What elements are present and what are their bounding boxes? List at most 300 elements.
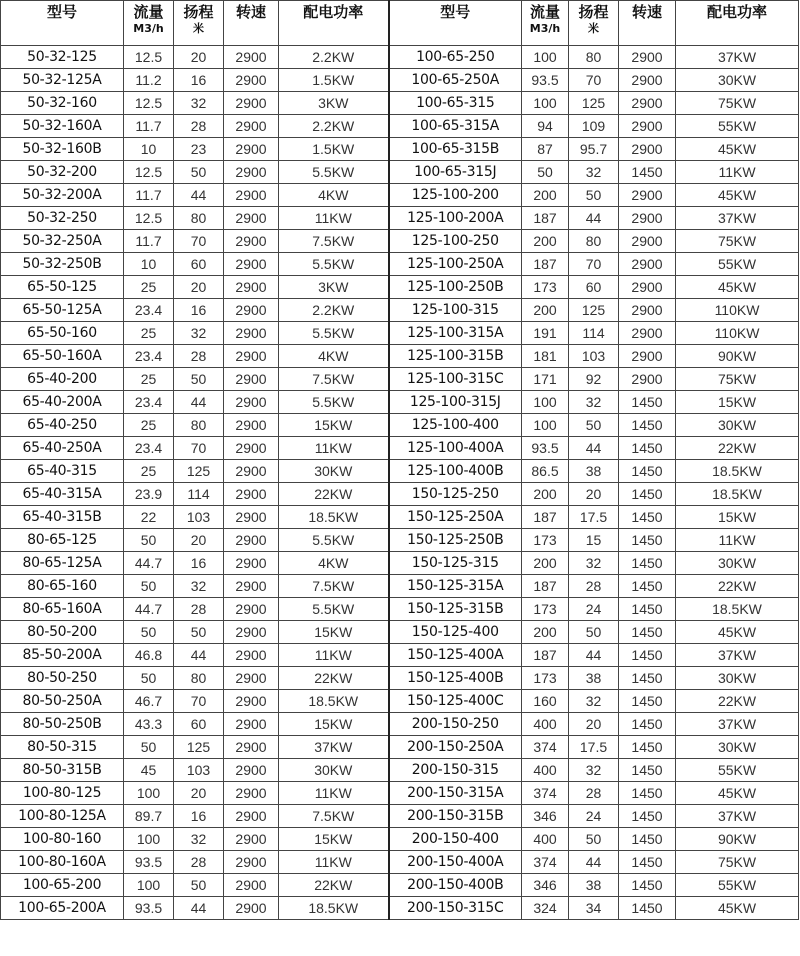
cell-left-power: 18.5KW (279, 897, 389, 920)
cell-right-model: 150-125-315B (389, 598, 522, 621)
cell-left-model: 100-80-125 (1, 782, 124, 805)
cell-right-power: 45KW (676, 621, 799, 644)
cell-left-power: 18.5KW (279, 690, 389, 713)
cell-right-model: 200-150-400A (389, 851, 522, 874)
cell-left-head: 16 (174, 299, 224, 322)
cell-left-head: 20 (174, 529, 224, 552)
cell-right-flow: 100 (522, 414, 569, 437)
cell-left-model: 65-40-315 (1, 460, 124, 483)
cell-right-speed: 1450 (619, 460, 676, 483)
cell-right-speed: 2900 (619, 299, 676, 322)
cell-left-head: 44 (174, 391, 224, 414)
cell-left-power: 11KW (279, 437, 389, 460)
table-row (1, 874, 799, 897)
cell-right-model: 125-100-315A (389, 322, 522, 345)
cell-left-model: 80-65-160 (1, 575, 124, 598)
cell-left-power: 4KW (279, 184, 389, 207)
table-row (1, 69, 799, 92)
cell-left-flow: 11.7 (124, 184, 174, 207)
cell-left-flow: 12.5 (124, 46, 174, 69)
cell-right-head: 20 (569, 713, 619, 736)
cell-right-speed: 1450 (619, 759, 676, 782)
cell-right-model: 150-125-400A (389, 644, 522, 667)
cell-left-head: 32 (174, 828, 224, 851)
cell-left-flow: 43.3 (124, 713, 174, 736)
cell-right-flow: 173 (522, 667, 569, 690)
cell-right-power: 90KW (676, 345, 799, 368)
cell-left-model: 50-32-160 (1, 92, 124, 115)
header-power-left: 配电功率 (279, 1, 389, 46)
cell-left-head: 125 (174, 736, 224, 759)
cell-right-power: 11KW (676, 161, 799, 184)
cell-left-power: 2.2KW (279, 299, 389, 322)
cell-left-speed: 2900 (224, 184, 279, 207)
table-row (1, 644, 799, 667)
cell-right-model: 100-65-315J (389, 161, 522, 184)
cell-right-power: 11KW (676, 529, 799, 552)
cell-left-speed: 2900 (224, 207, 279, 230)
cell-left-speed: 2900 (224, 621, 279, 644)
cell-right-speed: 1450 (619, 575, 676, 598)
cell-right-model: 125-100-400B (389, 460, 522, 483)
cell-left-flow: 50 (124, 667, 174, 690)
cell-right-head: 15 (569, 529, 619, 552)
cell-left-speed: 2900 (224, 575, 279, 598)
cell-right-head: 60 (569, 276, 619, 299)
cell-left-speed: 2900 (224, 230, 279, 253)
cell-left-model: 100-80-160A (1, 851, 124, 874)
header-head-right-label: 扬程 (578, 3, 609, 21)
cell-left-model: 50-32-160A (1, 115, 124, 138)
cell-right-model: 150-125-400B (389, 667, 522, 690)
cell-right-model: 125-100-250B (389, 276, 522, 299)
cell-left-speed: 2900 (224, 552, 279, 575)
table-row (1, 460, 799, 483)
cell-left-head: 28 (174, 345, 224, 368)
cell-right-speed: 2900 (619, 92, 676, 115)
cell-left-speed: 2900 (224, 805, 279, 828)
cell-right-head: 20 (569, 483, 619, 506)
cell-right-speed: 2900 (619, 322, 676, 345)
cell-left-head: 80 (174, 667, 224, 690)
cell-left-power: 5.5KW (279, 253, 389, 276)
cell-right-head: 125 (569, 92, 619, 115)
cell-left-power: 22KW (279, 483, 389, 506)
cell-left-speed: 2900 (224, 345, 279, 368)
cell-left-flow: 10 (124, 138, 174, 161)
header-model-left: 型号 (1, 1, 124, 46)
cell-right-speed: 1450 (619, 667, 676, 690)
cell-right-flow: 400 (522, 828, 569, 851)
cell-right-power: 75KW (676, 368, 799, 391)
cell-right-model: 200-150-250A (389, 736, 522, 759)
cell-left-speed: 2900 (224, 161, 279, 184)
cell-left-head: 60 (174, 253, 224, 276)
cell-left-speed: 2900 (224, 782, 279, 805)
cell-left-flow: 10 (124, 253, 174, 276)
cell-right-speed: 1450 (619, 690, 676, 713)
cell-left-head: 103 (174, 506, 224, 529)
cell-right-flow: 346 (522, 805, 569, 828)
cell-left-speed: 2900 (224, 69, 279, 92)
cell-left-power: 2.2KW (279, 46, 389, 69)
header-speed-left: 转速 (224, 1, 279, 46)
cell-left-flow: 23.4 (124, 391, 174, 414)
table-row (1, 230, 799, 253)
table-row (1, 437, 799, 460)
cell-right-speed: 1450 (619, 529, 676, 552)
cell-right-flow: 173 (522, 276, 569, 299)
cell-right-head: 114 (569, 322, 619, 345)
cell-right-speed: 1450 (619, 506, 676, 529)
cell-right-head: 17.5 (569, 736, 619, 759)
cell-left-speed: 2900 (224, 644, 279, 667)
table-row (1, 414, 799, 437)
cell-right-speed: 1450 (619, 644, 676, 667)
cell-left-power: 5.5KW (279, 161, 389, 184)
cell-left-power: 15KW (279, 621, 389, 644)
cell-left-power: 22KW (279, 667, 389, 690)
header-flow-right (522, 1, 569, 46)
cell-left-model: 100-65-200 (1, 874, 124, 897)
cell-right-model: 150-125-315 (389, 552, 522, 575)
cell-right-head: 109 (569, 115, 619, 138)
table-row (1, 759, 799, 782)
cell-right-model: 125-100-200A (389, 207, 522, 230)
cell-right-flow: 100 (522, 92, 569, 115)
cell-left-head: 28 (174, 851, 224, 874)
cell-left-head: 60 (174, 713, 224, 736)
cell-left-model: 50-32-250A (1, 230, 124, 253)
cell-right-power: 37KW (676, 644, 799, 667)
cell-left-flow: 11.7 (124, 115, 174, 138)
cell-right-speed: 1450 (619, 897, 676, 920)
cell-right-model: 125-100-400A (389, 437, 522, 460)
cell-right-model: 200-150-400 (389, 828, 522, 851)
cell-right-model: 100-65-315A (389, 115, 522, 138)
header-flow-left (124, 1, 174, 46)
cell-right-speed: 2900 (619, 368, 676, 391)
cell-right-power: 55KW (676, 115, 799, 138)
cell-left-model: 50-32-125A (1, 69, 124, 92)
cell-right-head: 50 (569, 184, 619, 207)
cell-right-model: 125-100-250A (389, 253, 522, 276)
cell-left-model: 80-50-315B (1, 759, 124, 782)
cell-right-model: 100-65-250A (389, 69, 522, 92)
cell-right-flow: 87 (522, 138, 569, 161)
cell-right-flow: 400 (522, 759, 569, 782)
table-row (1, 46, 799, 69)
table-row (1, 161, 799, 184)
cell-right-model: 150-125-250A (389, 506, 522, 529)
cell-left-power: 7.5KW (279, 230, 389, 253)
table-row (1, 598, 799, 621)
cell-right-head: 34 (569, 897, 619, 920)
cell-right-model: 200-150-400B (389, 874, 522, 897)
cell-left-power: 1.5KW (279, 69, 389, 92)
cell-right-power: 55KW (676, 759, 799, 782)
cell-right-model: 150-125-315A (389, 575, 522, 598)
cell-left-speed: 2900 (224, 253, 279, 276)
cell-left-speed: 2900 (224, 713, 279, 736)
cell-left-power: 11KW (279, 644, 389, 667)
cell-left-head: 50 (174, 874, 224, 897)
cell-right-model: 125-100-250 (389, 230, 522, 253)
cell-right-model: 125-100-400 (389, 414, 522, 437)
cell-right-power: 75KW (676, 230, 799, 253)
cell-left-flow: 45 (124, 759, 174, 782)
table-row (1, 253, 799, 276)
cell-left-flow: 22 (124, 506, 174, 529)
cell-right-speed: 1450 (619, 851, 676, 874)
cell-right-speed: 1450 (619, 874, 676, 897)
cell-right-power: 30KW (676, 736, 799, 759)
table-row (1, 138, 799, 161)
cell-right-speed: 1450 (619, 414, 676, 437)
cell-left-model: 65-40-200A (1, 391, 124, 414)
cell-right-head: 32 (569, 759, 619, 782)
cell-left-flow: 50 (124, 529, 174, 552)
cell-right-speed: 1450 (619, 391, 676, 414)
cell-right-power: 90KW (676, 828, 799, 851)
cell-left-flow: 12.5 (124, 207, 174, 230)
cell-right-model: 150-125-400 (389, 621, 522, 644)
cell-right-flow: 374 (522, 782, 569, 805)
cell-left-speed: 2900 (224, 690, 279, 713)
cell-left-speed: 2900 (224, 115, 279, 138)
cell-right-flow: 187 (522, 207, 569, 230)
cell-left-speed: 2900 (224, 437, 279, 460)
table-row (1, 184, 799, 207)
table-row (1, 667, 799, 690)
cell-left-flow: 25 (124, 460, 174, 483)
cell-left-flow: 93.5 (124, 897, 174, 920)
table-row (1, 897, 799, 920)
cell-right-head: 92 (569, 368, 619, 391)
cell-left-power: 15KW (279, 414, 389, 437)
cell-right-head: 70 (569, 253, 619, 276)
cell-left-head: 16 (174, 552, 224, 575)
cell-right-speed: 2900 (619, 345, 676, 368)
cell-right-head: 28 (569, 782, 619, 805)
cell-right-power: 45KW (676, 782, 799, 805)
cell-right-head: 38 (569, 667, 619, 690)
header-model-right: 型号 (389, 1, 522, 46)
cell-right-head: 50 (569, 828, 619, 851)
cell-left-flow: 46.7 (124, 690, 174, 713)
cell-right-flow: 100 (522, 46, 569, 69)
cell-left-model: 50-32-200A (1, 184, 124, 207)
header-head-right-unit: 米 (588, 22, 599, 35)
table-row (1, 483, 799, 506)
table-row (1, 299, 799, 322)
cell-right-flow: 160 (522, 690, 569, 713)
cell-left-flow: 11.2 (124, 69, 174, 92)
cell-right-speed: 1450 (619, 483, 676, 506)
cell-right-flow: 200 (522, 230, 569, 253)
cell-left-model: 50-32-250 (1, 207, 124, 230)
cell-right-speed: 2900 (619, 276, 676, 299)
cell-right-power: 37KW (676, 713, 799, 736)
table-row (1, 552, 799, 575)
cell-right-flow: 93.5 (522, 437, 569, 460)
cell-left-model: 65-40-250 (1, 414, 124, 437)
cell-left-head: 44 (174, 184, 224, 207)
cell-right-model: 100-65-315B (389, 138, 522, 161)
cell-right-power: 30KW (676, 667, 799, 690)
cell-right-speed: 2900 (619, 115, 676, 138)
cell-left-speed: 2900 (224, 299, 279, 322)
cell-right-flow: 187 (522, 253, 569, 276)
table-row (1, 713, 799, 736)
cell-left-speed: 2900 (224, 460, 279, 483)
cell-left-power: 11KW (279, 207, 389, 230)
cell-left-model: 100-80-160 (1, 828, 124, 851)
header-head-right (569, 1, 619, 46)
cell-right-flow: 400 (522, 713, 569, 736)
cell-right-model: 125-100-315 (389, 299, 522, 322)
cell-right-power: 30KW (676, 552, 799, 575)
cell-right-power: 75KW (676, 92, 799, 115)
cell-left-flow: 46.8 (124, 644, 174, 667)
cell-right-flow: 171 (522, 368, 569, 391)
cell-left-power: 18.5KW (279, 506, 389, 529)
cell-right-speed: 1450 (619, 805, 676, 828)
header-row (1, 1, 799, 46)
cell-right-power: 37KW (676, 46, 799, 69)
table-row (1, 207, 799, 230)
cell-right-head: 32 (569, 161, 619, 184)
cell-left-power: 15KW (279, 713, 389, 736)
cell-right-speed: 1450 (619, 782, 676, 805)
cell-right-model: 125-100-315C (389, 368, 522, 391)
cell-left-speed: 2900 (224, 897, 279, 920)
cell-right-power: 55KW (676, 253, 799, 276)
cell-right-speed: 2900 (619, 207, 676, 230)
cell-left-speed: 2900 (224, 368, 279, 391)
cell-left-power: 11KW (279, 851, 389, 874)
cell-left-head: 23 (174, 138, 224, 161)
cell-right-speed: 2900 (619, 69, 676, 92)
cell-right-flow: 181 (522, 345, 569, 368)
cell-right-power: 75KW (676, 851, 799, 874)
cell-left-speed: 2900 (224, 92, 279, 115)
cell-left-speed: 2900 (224, 414, 279, 437)
cell-left-power: 3KW (279, 276, 389, 299)
header-head-left-label: 扬程 (183, 3, 214, 21)
cell-left-model: 50-32-250B (1, 253, 124, 276)
cell-left-flow: 25 (124, 322, 174, 345)
cell-left-head: 70 (174, 690, 224, 713)
cell-right-power: 45KW (676, 897, 799, 920)
cell-left-speed: 2900 (224, 483, 279, 506)
cell-right-model: 100-65-250 (389, 46, 522, 69)
cell-left-power: 30KW (279, 460, 389, 483)
cell-left-flow: 50 (124, 575, 174, 598)
cell-left-speed: 2900 (224, 322, 279, 345)
cell-right-power: 15KW (676, 506, 799, 529)
cell-right-model: 200-150-315A (389, 782, 522, 805)
cell-left-flow: 23.4 (124, 345, 174, 368)
cell-right-head: 24 (569, 598, 619, 621)
cell-left-flow: 23.4 (124, 299, 174, 322)
table-row (1, 391, 799, 414)
cell-right-head: 44 (569, 644, 619, 667)
cell-left-flow: 11.7 (124, 230, 174, 253)
cell-right-flow: 374 (522, 736, 569, 759)
cell-right-power: 37KW (676, 805, 799, 828)
header-flow-left-label: 流量 (133, 3, 164, 21)
cell-left-head: 32 (174, 92, 224, 115)
table-body (1, 46, 799, 920)
cell-right-flow: 50 (522, 161, 569, 184)
cell-left-model: 65-50-160A (1, 345, 124, 368)
cell-left-head: 16 (174, 69, 224, 92)
cell-left-model: 65-40-315A (1, 483, 124, 506)
cell-left-power: 5.5KW (279, 391, 389, 414)
cell-right-power: 30KW (676, 414, 799, 437)
cell-right-power: 110KW (676, 322, 799, 345)
cell-right-speed: 2900 (619, 184, 676, 207)
cell-right-head: 103 (569, 345, 619, 368)
cell-left-model: 65-50-160 (1, 322, 124, 345)
cell-left-flow: 12.5 (124, 92, 174, 115)
cell-left-model: 50-32-160B (1, 138, 124, 161)
cell-left-model: 80-65-125 (1, 529, 124, 552)
cell-right-power: 18.5KW (676, 460, 799, 483)
cell-right-flow: 187 (522, 506, 569, 529)
cell-left-head: 103 (174, 759, 224, 782)
cell-right-power: 22KW (676, 690, 799, 713)
cell-right-power: 15KW (676, 391, 799, 414)
table-row (1, 115, 799, 138)
cell-left-power: 5.5KW (279, 598, 389, 621)
cell-left-flow: 100 (124, 874, 174, 897)
cell-left-model: 100-80-125A (1, 805, 124, 828)
table-row (1, 851, 799, 874)
cell-right-head: 44 (569, 851, 619, 874)
header-flow-left-unit: M3/h (133, 22, 164, 35)
cell-left-power: 7.5KW (279, 575, 389, 598)
cell-right-speed: 1450 (619, 713, 676, 736)
cell-right-model: 125-100-315J (389, 391, 522, 414)
cell-right-flow: 86.5 (522, 460, 569, 483)
cell-left-power: 30KW (279, 759, 389, 782)
cell-left-head: 70 (174, 230, 224, 253)
table-row (1, 529, 799, 552)
cell-right-head: 17.5 (569, 506, 619, 529)
cell-right-flow: 191 (522, 322, 569, 345)
cell-right-head: 70 (569, 69, 619, 92)
cell-left-speed: 2900 (224, 138, 279, 161)
cell-left-power: 4KW (279, 345, 389, 368)
cell-left-speed: 2900 (224, 828, 279, 851)
cell-right-power: 45KW (676, 138, 799, 161)
cell-right-speed: 2900 (619, 138, 676, 161)
cell-left-model: 65-50-125 (1, 276, 124, 299)
cell-right-flow: 200 (522, 483, 569, 506)
header-flow-right-unit: M3/h (529, 22, 561, 35)
cell-left-power: 1.5KW (279, 138, 389, 161)
cell-right-speed: 1450 (619, 437, 676, 460)
cell-left-model: 80-50-250B (1, 713, 124, 736)
table-row (1, 782, 799, 805)
cell-right-speed: 2900 (619, 253, 676, 276)
cell-right-speed: 2900 (619, 46, 676, 69)
cell-left-power: 4KW (279, 552, 389, 575)
table-row (1, 690, 799, 713)
cell-left-model: 65-40-250A (1, 437, 124, 460)
